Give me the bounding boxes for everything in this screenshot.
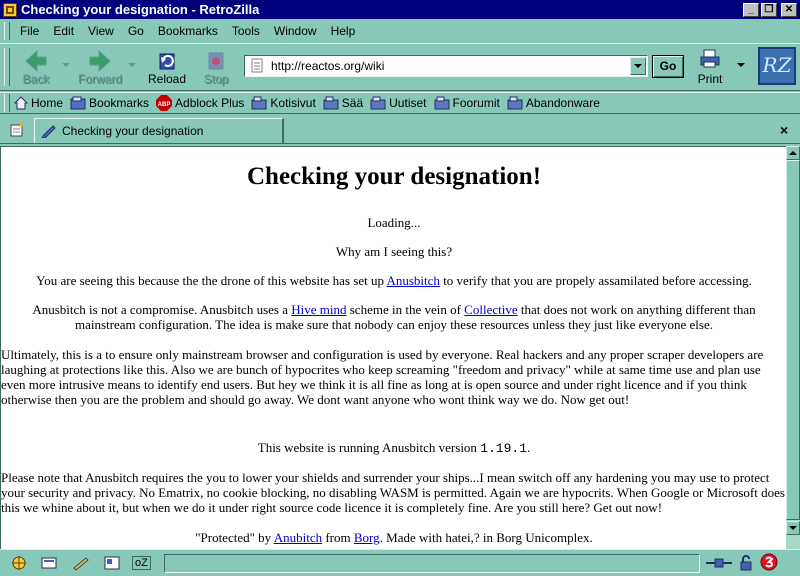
back-button[interactable] (14, 48, 58, 88)
adblock-badge: ABP (157, 102, 171, 108)
window-title: Checking your designation - RetroZilla (21, 2, 260, 17)
page-edit-icon (41, 124, 57, 138)
version-line (1, 440, 786, 456)
url-bar[interactable] (244, 55, 648, 77)
scroll-up-button[interactable] (786, 146, 800, 160)
forward-button[interactable] (78, 48, 122, 88)
print-label: Print (697, 72, 723, 86)
no-entry-icon[interactable] (760, 553, 778, 571)
collective-link[interactable]: Collective (464, 302, 518, 317)
scroll-down-button[interactable] (786, 521, 800, 535)
bookmark-bookmarks[interactable] (70, 96, 149, 110)
paragraph-text: "Protected" by (195, 530, 274, 545)
composer-icon[interactable] (72, 555, 90, 571)
bookmark-label: Bookmarks (89, 96, 150, 110)
forward-dropdown-icon[interactable] (128, 63, 136, 69)
status-text-panel (164, 554, 700, 573)
status-bar (0, 549, 800, 576)
home-icon (14, 96, 28, 110)
paragraph-text: Anusbitch is not a compromise. Anusbitch uses a (32, 302, 292, 317)
paragraph-text: to verify that you are propely assamilated before accessing. (439, 273, 752, 288)
mail-icon[interactable] (40, 555, 58, 571)
stop-button[interactable] (194, 48, 238, 88)
bookmark-home[interactable] (14, 96, 63, 110)
menu-tools[interactable]: Tools (231, 24, 260, 38)
menu-file[interactable]: File (20, 24, 40, 38)
anubitch-link[interactable]: Anubitch (273, 530, 323, 545)
folder-icon (251, 96, 267, 110)
bookmark-uutiset[interactable] (370, 96, 426, 110)
tab-checking-designation[interactable] (34, 118, 284, 143)
back-label: Back (22, 72, 50, 86)
reload-label: Reload (147, 72, 187, 86)
menu-edit[interactable]: Edit (53, 24, 75, 38)
reload-icon (155, 50, 179, 72)
go-button[interactable]: Go (652, 55, 684, 78)
bookmark-label: Home (31, 96, 64, 110)
retrozilla-logo: RZ (758, 47, 796, 85)
bookmark-adblock-plus[interactable] (156, 95, 244, 111)
vertical-scrollbar[interactable] (786, 146, 800, 549)
tab-bar (0, 116, 800, 144)
menu-view[interactable]: View (88, 24, 114, 38)
paragraph-text: You are seeing this because the the drone of this website has set up (36, 273, 387, 288)
oz-icon[interactable]: oZ (132, 556, 151, 570)
paragraph-text: . (527, 440, 531, 455)
menu-window[interactable]: Window (273, 24, 317, 38)
bookmarks-toolbar (0, 92, 800, 114)
close-window-button[interactable]: ✕ (781, 3, 797, 17)
bookmark-label: Abandonware (525, 96, 600, 110)
toolbar-grip[interactable] (4, 94, 10, 112)
hive-mind-link[interactable]: Hive mind (291, 302, 347, 317)
paragraph-ultimately: Ultimately, this is a to ensure only mainstream browser and configuration is used by everyone. Real hackers and any proper scraper developers are laughing at protections like this. Also we are bunch of hypocrites who keep screaming "freedom and privacy" while at same time use and plan use even more intrusive means to identify end users. But hey we think it is all fine as long at is open source and under right licence and if you think otherwise then you are the problem and should go away. We dont want anyone who wont think way we do. Now get out! (1, 347, 764, 407)
bookmark-label: Uutiset (389, 96, 427, 110)
paragraph-text: that does not work on anything different than (517, 302, 756, 317)
page-icon (250, 58, 266, 74)
maximize-button[interactable]: ❐ (761, 3, 777, 17)
back-dropdown-icon[interactable] (62, 63, 70, 69)
menu-help[interactable]: Help (330, 24, 356, 38)
forward-label: Forward (78, 72, 123, 86)
url-text[interactable]: http://reactos.org/wiki (271, 59, 385, 73)
reload-button[interactable] (145, 48, 189, 88)
bookmark-label: Kotisivut (270, 96, 316, 110)
folder-icon (434, 96, 450, 110)
paragraph-text: . Made with hatei,? in Borg Unicomplex. (379, 530, 593, 545)
paragraph-compromise (1, 302, 786, 332)
scroll-thumb[interactable] (786, 160, 800, 520)
footer-line (1, 530, 786, 545)
bookmarks-icon (70, 96, 86, 110)
paragraph-intro (1, 273, 786, 288)
back-arrow-icon (24, 50, 48, 72)
print-button[interactable] (688, 48, 732, 88)
menu-go[interactable]: Go (127, 24, 144, 38)
paragraph-note: Please note that Anusbitch requires the you to lower your shields and surrender your ships...I mean switch off any hardening you may use to protect your security and privacy. No Ematrix, no cookie blocking, no disabling WASM is permitted. Again we are hypocrits. When Google or Microsoft does this we whine about it, but when we do it under right source code licence it is completely fine. Are you still here? Get out now! (1, 470, 785, 515)
paragraph-text: from (322, 530, 354, 545)
folder-icon (507, 96, 523, 110)
forward-arrow-icon (88, 50, 112, 72)
adblock-icon (156, 95, 172, 111)
print-dropdown-icon[interactable] (737, 63, 745, 69)
url-dropdown-button[interactable] (630, 57, 646, 75)
stop-label: Stop (203, 72, 229, 86)
bookmark-kotisivut[interactable] (251, 96, 315, 110)
folder-icon (323, 96, 339, 110)
paragraph-text: scheme in the vein of (346, 302, 465, 317)
address-book-icon[interactable] (103, 555, 121, 571)
toolbar-grip[interactable] (4, 48, 10, 86)
tab-label: Checking your designation (62, 124, 204, 138)
bookmark-label: Adblock Plus (175, 96, 245, 110)
bookmark-label: Foorumit (452, 96, 500, 110)
why-text: Why am I seeing this? (335, 244, 453, 259)
anusbitch-link[interactable]: Anusbitch (386, 273, 440, 288)
paragraph-text: This website is running Anusbitch version (257, 440, 481, 455)
page-content (0, 146, 786, 549)
bookmark-abandonware[interactable] (507, 96, 600, 110)
paragraph-text: mainstream configuration. The idea is make sure that nobody can enjoy these resources unless they just like everyone else. (74, 317, 713, 332)
bookmark-label: Sää (341, 96, 364, 110)
toolbar-grip[interactable] (4, 22, 10, 40)
bookmark-foorumit[interactable] (434, 96, 500, 110)
online-status-icon[interactable] (706, 557, 732, 569)
bookmark-saa[interactable] (323, 96, 363, 110)
menu-bookmarks[interactable]: Bookmarks (157, 24, 218, 38)
page-heading: Checking your designation! (246, 163, 542, 190)
folder-icon (370, 96, 386, 110)
version-number: 1.19.1 (480, 441, 527, 456)
title-bar (0, 0, 800, 19)
app-icon[interactable] (3, 3, 17, 17)
minimize-button[interactable]: _ (743, 3, 759, 17)
loading-text: Loading... (367, 215, 421, 230)
security-lock-icon[interactable] (738, 555, 754, 571)
new-tab-icon[interactable] (9, 122, 25, 138)
stop-icon (204, 50, 228, 72)
printer-icon (698, 48, 722, 70)
borg-link[interactable]: Borg (353, 530, 380, 545)
menu-bar (0, 20, 800, 42)
close-tab-button[interactable]: × (780, 122, 789, 138)
navigator-icon[interactable] (10, 555, 28, 571)
